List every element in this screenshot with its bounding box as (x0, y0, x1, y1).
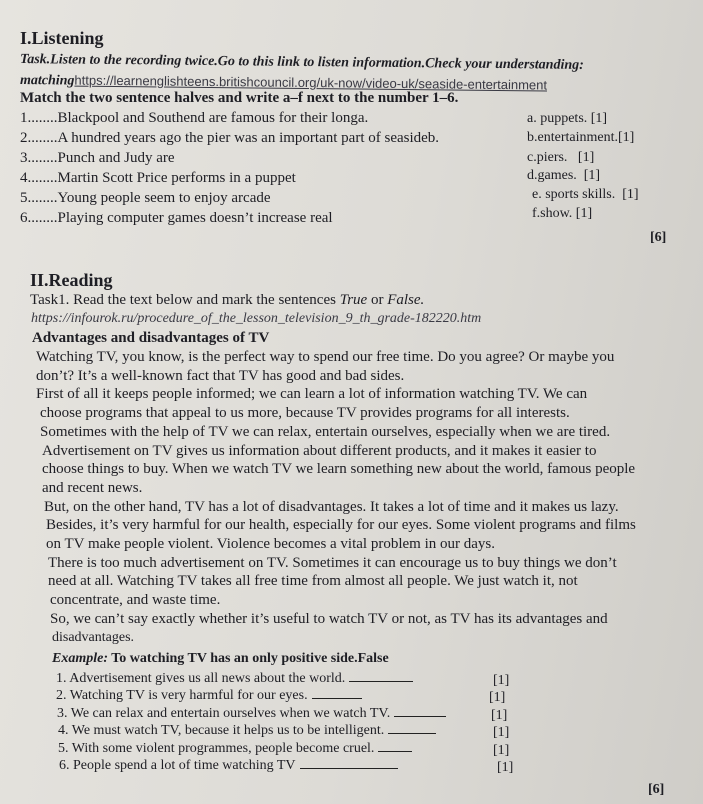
answer-blank[interactable] (312, 686, 362, 699)
statement-mark: [1] (493, 673, 510, 688)
option-ending: d.games. [1] (527, 168, 601, 183)
paragraph-line: choose programs that appeal to us more, because TV provides programs for all interests. (40, 405, 570, 422)
statement-row (56, 669, 413, 687)
statement-text: 4. We must watch TV, because it helps us to be intelligent. (58, 723, 385, 738)
answer-blank[interactable] (349, 669, 413, 682)
or-word: or (367, 292, 388, 308)
statement-row (58, 721, 436, 739)
paragraph-line: on TV make people violent. Violence becomes a vital problem in our days. (46, 536, 495, 552)
item-number-blank[interactable]: 1........ (20, 110, 58, 126)
example-line (52, 651, 389, 667)
paragraph-line: choose things to buy. When we watch TV we learn something new about the world, famous people (42, 461, 636, 478)
item-text: Punch and Judy are (57, 150, 175, 166)
statement-text: 6. People spend a lot of time watching TV (59, 758, 296, 773)
statement-row (59, 756, 398, 774)
matching-prefix: matching (19, 73, 75, 89)
item-number-blank[interactable]: 5........ (20, 190, 58, 206)
paragraph-line: need at all. Watching TV takes all free time from almost all people. We just watch it, not (48, 573, 578, 590)
item-number-blank[interactable]: 2........ (20, 130, 58, 146)
statement-mark: [1] (493, 725, 510, 740)
paragraph-line: First of all it keeps people informed; we can learn a lot of information watching TV. We can (36, 386, 588, 403)
answer-blank[interactable] (300, 756, 398, 769)
item-text: A hundred years ago the pier was an important part of seasideb. (57, 130, 440, 146)
statement-row (57, 704, 446, 722)
item-number-blank[interactable]: 4........ (20, 170, 58, 186)
paragraph-line: concentrate, and waste time. (50, 592, 221, 609)
paragraph-line: Sometimes with the help of TV we can relax, entertain ourselves, especially when we are tired. (40, 423, 611, 440)
item-number-blank[interactable]: 6........ (20, 210, 58, 226)
option-ending: f.show. [1] (532, 206, 593, 221)
item-text: Playing computer games doesn’t increase real (57, 210, 333, 226)
paragraph-line: Watching TV, you know, is the perfect way to spend our free time. Do you agree? Or maybe you (36, 349, 615, 365)
reading-url[interactable]: https://infourok.ru/procedure_of_the_lesson_television_9_th_grade-182220.htm (31, 311, 482, 326)
item-text: Blackpool and Southend are famous for their longa. (57, 110, 369, 126)
true-word: True (339, 292, 368, 308)
reading-task-prefix: Task1. Read the text below and mark the sentences (30, 292, 340, 308)
statement-mark: [1] (497, 760, 514, 775)
listening-instruction: Match the two sentence halves and write a–f next to the number 1–6. (20, 90, 459, 106)
statement-text: 2. Watching TV is very harmful for our eyes. (56, 688, 308, 703)
listening-heading: I.Listening (20, 28, 104, 48)
option-ending: a. puppets. [1] (527, 111, 608, 126)
statement-row (56, 686, 362, 704)
paragraph-line: Besides, it’s very harmful for our health, especially for our eyes. Some violent programs and films (46, 517, 636, 534)
statement-text: 3. We can relax and entertain ourselves when we watch TV. (57, 706, 391, 721)
listening-task-line: Task.Listen to the recording twice.Go to this link to listen information.Check your understanding: (19, 52, 584, 73)
reading-heading: II.Reading (30, 270, 113, 290)
paragraph-line: disadvantages. (52, 629, 135, 645)
statement-mark: [1] (493, 743, 510, 758)
listening-item (20, 150, 175, 167)
answer-blank[interactable] (378, 739, 412, 752)
answer-blank[interactable] (394, 704, 446, 717)
item-number-blank[interactable]: 3........ (20, 150, 58, 166)
text-title: Advantages and disadvantages of TV (32, 330, 270, 346)
statement-mark: [1] (489, 690, 506, 705)
option-ending: e. sports skills. [1] (532, 187, 639, 202)
listening-item (20, 190, 271, 207)
reading-task-line (30, 292, 424, 309)
example-label: Example: (52, 651, 108, 666)
example-text: To watching TV has an only positive side.False (108, 651, 389, 666)
item-text: Young people seem to enjoy arcade (57, 190, 271, 206)
listening-total-mark: [6] (650, 230, 667, 245)
reading-total-mark: [6] (648, 782, 665, 797)
paragraph-line: There is too much advertisement on TV. Sometimes it can encourage us to buy things we don’t (48, 554, 617, 571)
item-text: Martin Scott Price performs in a puppet (57, 170, 296, 186)
listening-item (20, 110, 368, 127)
option-ending: b.entertainment.[1] (527, 130, 635, 145)
statement-mark: [1] (491, 708, 508, 723)
listening-item (20, 130, 439, 147)
statement-row (58, 739, 412, 757)
listening-item (20, 170, 296, 187)
option-ending: c.piers. [1] (527, 150, 595, 165)
paragraph-line: don’t? It’s a well-known fact that TV has good and bad sides. (36, 367, 405, 384)
paragraph-line: So, we can’t say exactly whether it’s useful to watch TV or not, as TV has its advantages and (50, 610, 608, 627)
listening-item (20, 210, 333, 227)
seaside-entertainment-link[interactable]: https://learnenglishteens.britishcouncil.org/uk-now/video-uk/seaside-entertainment (74, 72, 548, 93)
statement-text: 1. Advertisement gives us all news about the world. (56, 671, 346, 686)
paragraph-line: Advertisement on TV gives us information about different products, and it makes it easier to (42, 442, 597, 459)
paragraph-line: and recent news. (42, 479, 143, 496)
false-word: False. (387, 292, 425, 308)
paragraph-line: But, on the other hand, TV has a lot of disadvantages. It takes a lot of time and it makes us lazy. (44, 498, 619, 515)
answer-blank[interactable] (388, 721, 436, 734)
statement-text: 5. With some violent programmes, people become cruel. (58, 741, 375, 756)
